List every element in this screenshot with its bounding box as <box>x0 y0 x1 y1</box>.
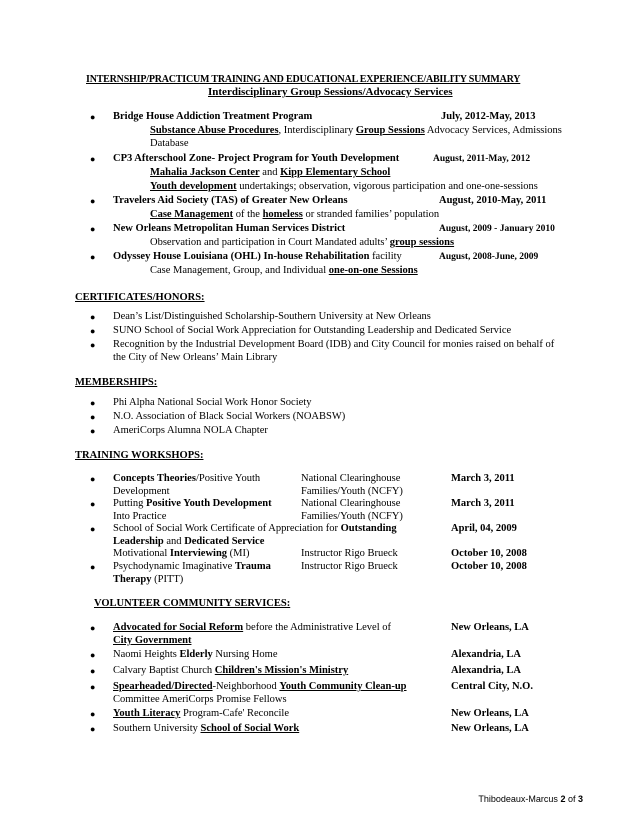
volunteer-location: New Orleans, LA <box>451 708 529 719</box>
workshop-title: Therapy (PITT) <box>113 574 184 585</box>
bullet-icon: ● <box>90 252 96 262</box>
workshop-date: March 3, 2011 <box>451 498 515 509</box>
workshop-title: Concepts Theories/Positive Youth <box>113 473 261 484</box>
bullet-icon: ● <box>90 412 96 422</box>
internship-detail: Youth development undertakings; observation, vigorous participation and one-one-sessions <box>150 181 538 192</box>
internship-detail: Database <box>150 138 189 149</box>
workshop-date: October 10, 2008 <box>451 561 527 572</box>
list-item: Recognition by the Industrial Development Board (IDB) and City Council for monies raised on behalf of <box>113 339 555 350</box>
bullet-icon: ● <box>90 196 96 206</box>
internship-name: Bridge House Addiction Treatment Program <box>113 111 313 122</box>
bullet-icon: ● <box>90 724 96 734</box>
workshop-org: Instructor Rigo Brueck <box>301 561 398 572</box>
volunteer-item: Committee AmeriCorps Promise Fellows <box>113 694 287 705</box>
bullet-icon: ● <box>90 224 96 234</box>
volunteer-location: Alexandria, LA <box>451 665 522 676</box>
list-item: the City of New Orleans’ Main Library <box>113 352 278 363</box>
internship-detail: Observation and participation in Court Mandated adults’ group sessions <box>150 237 455 248</box>
bullet-icon: ● <box>90 112 96 122</box>
volunteer-item: City Government <box>113 635 192 646</box>
workshop-date: March 3, 2011 <box>451 473 515 484</box>
internship-date: August, 2008-June, 2009 <box>439 252 539 262</box>
volunteer-location: Central City, N.O. <box>451 681 533 692</box>
workshops-heading: TRAINING WORKSHOPS: <box>75 450 204 461</box>
workshop-title: Development <box>113 486 170 497</box>
list-item: N.O. Association of Black Social Workers (NOABSW) <box>113 411 346 422</box>
workshop-org: Instructor Rigo Brueck <box>301 548 398 559</box>
volunteer-item: Southern University School of Social Work <box>113 723 300 734</box>
workshop-title: Psychodynamic Imaginative Trauma <box>113 561 271 572</box>
bullet-icon: ● <box>90 650 96 660</box>
section-subtitle: Interdisciplinary Group Sessions/Advocacy Services <box>208 86 453 98</box>
workshop-title: Putting Positive Youth Development <box>113 498 272 509</box>
workshop-org: Families/Youth (NCFY) <box>301 486 403 497</box>
internship-detail: Mahalia Jackson Center and Kipp Elementary School <box>150 167 391 178</box>
workshop-title: Leadership and Dedicated Service <box>113 536 265 547</box>
volunteer-item: Youth Literacy Program-Cafe' Reconcile <box>113 708 289 719</box>
internship-detail: Case Management of the homeless or stranded families’ population <box>150 209 440 220</box>
bullet-icon: ● <box>90 474 96 484</box>
list-item: Phi Alpha National Social Work Honor Society <box>113 397 312 408</box>
internship-name: CP3 Afterschool Zone- Project Program for Youth Development <box>113 153 400 164</box>
workshop-org: National Clearinghouse <box>301 498 401 509</box>
volunteer-item: Spearheaded/Directed-Neighborhood Youth Community Clean-up <box>113 681 407 692</box>
bullet-icon: ● <box>90 426 96 436</box>
workshop-org: National Clearinghouse <box>301 473 401 484</box>
internship-detail: Case Management, Group, and Individual one-on-one Sessions <box>150 265 418 276</box>
bullet-icon: ● <box>90 154 96 164</box>
bullet-icon: ● <box>90 340 96 350</box>
memberships-heading: MEMBERSHIPS: <box>75 377 158 388</box>
internship-date: August, 2010-May, 2011 <box>439 195 547 206</box>
bullet-icon: ● <box>90 709 96 719</box>
workshop-date: April, 04, 2009 <box>451 523 517 534</box>
volunteer-item: Naomi Heights Elderly Nursing Home <box>113 649 278 660</box>
workshop-title: Into Practice <box>113 511 167 522</box>
internship-detail: Substance Abuse Procedures, Interdisciplinary Group Sessions Advocacy Services, Admissions <box>150 125 562 136</box>
workshop-title: Motivational Interviewing (MI) <box>113 548 250 559</box>
workshop-title: School of Social Work Certificate of Appreciation for Outstanding <box>113 523 397 534</box>
internship-name: New Orleans Metropolitan Human Services District <box>113 223 346 234</box>
bullet-icon: ● <box>90 682 96 692</box>
volunteer-location: New Orleans, LA <box>451 622 529 633</box>
bullet-icon: ● <box>90 623 96 633</box>
bullet-icon: ● <box>90 499 96 509</box>
volunteer-location: Alexandria, LA <box>451 649 522 660</box>
bullet-icon: ● <box>90 666 96 676</box>
certificates-heading: CERTIFICATES/HONORS: <box>75 292 205 303</box>
workshop-date: October 10, 2008 <box>451 548 527 559</box>
section-title: INTERNSHIP/PRACTICUM TRAINING AND EDUCATIONAL EXPERIENCE/ABILITY SUMMARY <box>86 74 521 85</box>
bullet-icon: ● <box>90 398 96 408</box>
bullet-icon: ● <box>90 524 96 534</box>
page-footer: Thibodeaux-Marcus 2 of 3 <box>478 794 583 804</box>
list-item: AmeriCorps Alumna NOLA Chapter <box>113 425 268 436</box>
volunteer-location: New Orleans, LA <box>451 723 529 734</box>
bullet-icon: ● <box>90 326 96 336</box>
list-item: Dean’s List/Distinguished Scholarship-Southern University at New Orleans <box>113 311 431 322</box>
internship-name: Travelers Aid Society (TAS) of Greater New Orleans <box>113 195 348 206</box>
volunteer-item: Advocated for Social Reform before the Administrative Level of <box>113 622 391 633</box>
internship-date: August, 2011-May, 2012 <box>433 154 531 164</box>
bullet-icon: ● <box>90 312 96 322</box>
list-item: SUNO School of Social Work Appreciation for Outstanding Leadership and Dedicated Service <box>113 325 512 336</box>
volunteer-heading: VOLUNTEER COMMUNITY SERVICES: <box>94 598 291 609</box>
bullet-icon: ● <box>90 562 96 572</box>
volunteer-item: Calvary Baptist Church Children's Mission's Ministry <box>113 665 349 676</box>
internship-name: Odyssey House Louisiana (OHL) In-house Rehabilitation facility <box>113 251 402 262</box>
workshop-org: Families/Youth (NCFY) <box>301 511 403 522</box>
internship-date: August, 2009 - January 2010 <box>439 224 555 234</box>
internship-date: July, 2012-May, 2013 <box>441 111 536 122</box>
